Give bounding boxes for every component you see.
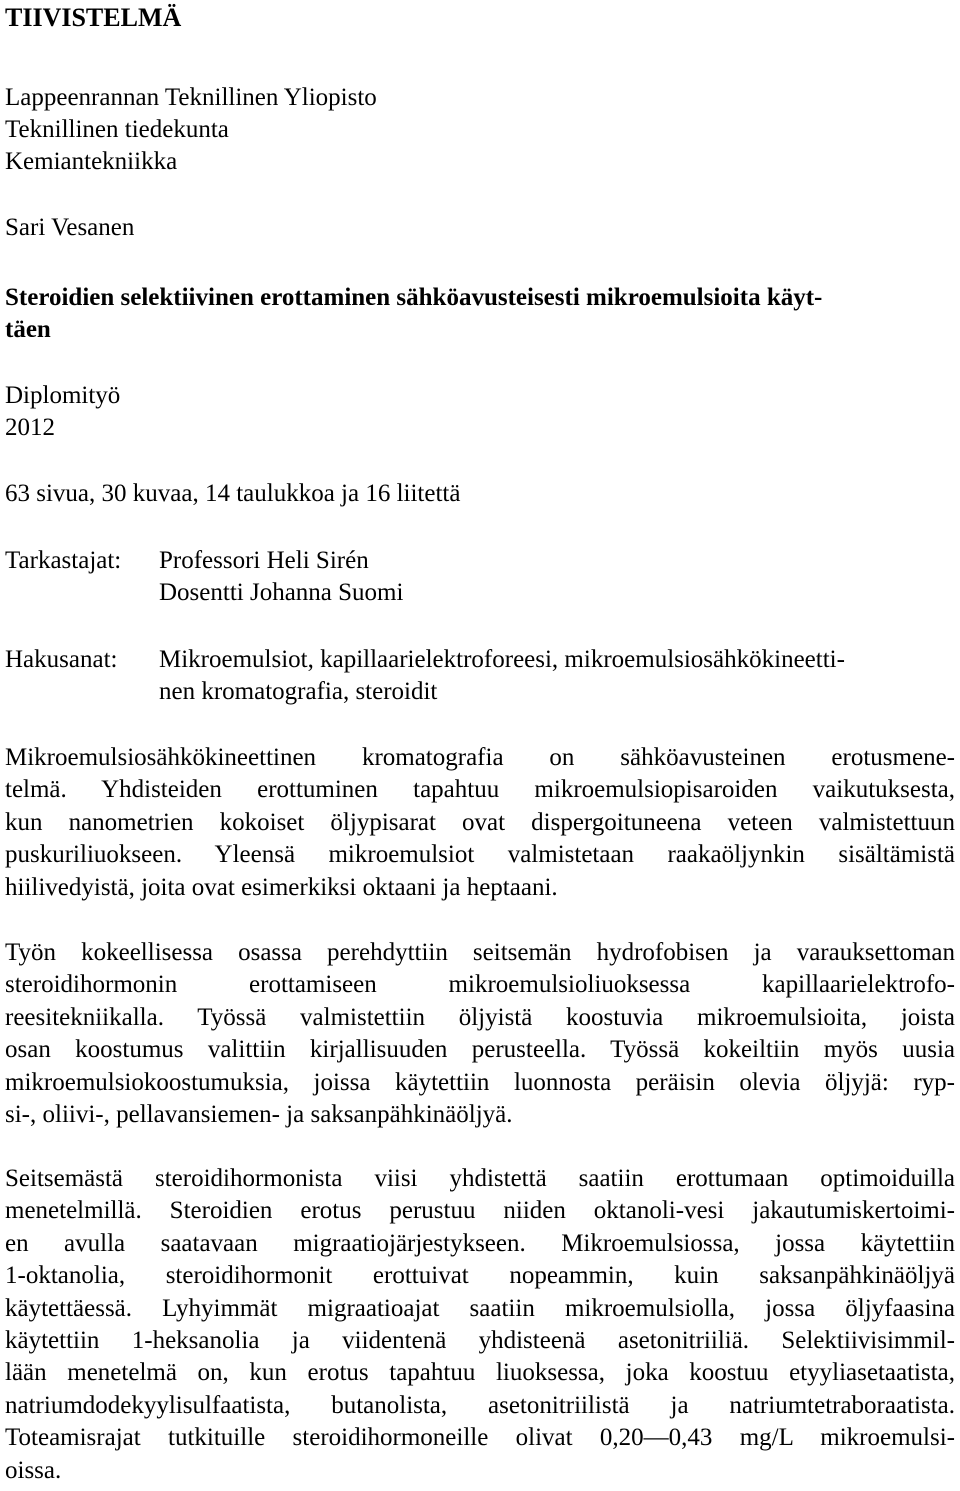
paragraph-3-line: käytettiin 1-heksanolia ja viidentenä yhdisteenä asetonitriiliä. Selektiivisimmil- bbox=[5, 1327, 955, 1355]
paragraph-1-line: telmä. Yhdisteiden erottuminen tapahtuu mikroemulsiopisaroiden vaikutuksesta, bbox=[5, 776, 955, 804]
thesis-title-line-2: täen bbox=[5, 316, 51, 343]
paragraph-2 bbox=[5, 937, 955, 1131]
thesis-title-line-1: Steroidien selektiivinen erottaminen sähköavusteisesti mikroemulsioita käyt- bbox=[5, 284, 823, 311]
paragraph-2-line: si-, oliivi-, pellavansiemen- ja saksanpähkinäöljyä. bbox=[5, 1101, 513, 1129]
paragraph-3-line: natriumdodekyylisulfaatista, butanolista, asetonitriilistä ja natriumtetraboraatista. bbox=[5, 1391, 955, 1419]
page-info: 63 sivua, 30 kuvaa, 14 taulukkoa ja 16 liitettä bbox=[5, 480, 461, 507]
examiner-2: Dosentti Johanna Suomi bbox=[159, 579, 404, 606]
department-name: Kemiantekniikka bbox=[5, 148, 178, 175]
university-name: Lappeenrannan Teknillinen Yliopisto bbox=[5, 84, 377, 111]
paragraph-3-line: käytettäessä. Lyhyimmät migraatioajat saatiin mikroemulsiolla, jossa öljyfaasina bbox=[5, 1294, 955, 1322]
thesis-year: 2012 bbox=[5, 414, 55, 441]
paragraph-1-line: puskuriliuokseen. Yleensä mikroemulsiot valmistetaan raakaöljynkin sisältämistä bbox=[5, 841, 955, 869]
paragraph-1-line: hiilivedyistä, joita ovat esimerkiksi oktaani ja heptaani. bbox=[5, 873, 558, 901]
paragraph-1-line: kun nanometrien kokoiset öljypisarat ovat dispergoituneena veteen valmistettuun bbox=[5, 808, 955, 836]
paragraph-2-line: steroidihormonin erottamiseen mikroemulsioliuoksessa kapillaarielektrofo- bbox=[5, 971, 955, 999]
paragraph-3-line: oissa. bbox=[5, 1456, 62, 1484]
paragraph-1 bbox=[5, 742, 955, 904]
examiner-1: Professori Heli Sirén bbox=[159, 547, 369, 574]
paragraph-3-line: 1-oktanolia, steroidihormonit erottuivat nopeammin, kuin saksanpähkinäöljyä bbox=[5, 1262, 955, 1290]
paragraph-2-line: reesitekniikalla. Työssä valmistettiin öljyistä koostuvia mikroemulsioita, joista bbox=[5, 1003, 955, 1031]
paragraph-1-line: Mikroemulsiosähkökineettinen kromatografia on sähköavusteinen erotusmene- bbox=[5, 744, 955, 771]
paragraph-3-line: menetelmillä. Steroidien erotus perustuu niiden oktanoli-vesi jakautumiskertoimi- bbox=[5, 1197, 955, 1225]
faculty-name: Teknillinen tiedekunta bbox=[5, 116, 229, 143]
paragraph-3-line: en avulla saatavaan migraatiojärjestykseen. Mikroemulsiossa, jossa käytettiin bbox=[5, 1229, 955, 1257]
thesis-type: Diplomityö bbox=[5, 382, 121, 409]
paragraph-2-line: mikroemulsiokoostumuksia, joissa käytettiin luonnosta peräisin olevia öljyjä: ryp- bbox=[5, 1068, 955, 1096]
paragraph-2-line: Työn kokeellisessa osassa perehdyttiin seitsemän hydrofobisen ja varauksettoman bbox=[5, 939, 955, 966]
keywords-line-1: Mikroemulsiot, kapillaarielektroforeesi, mikroemulsiosähkökineetti- bbox=[159, 646, 845, 673]
page-heading: TIIVISTELMÄ bbox=[5, 3, 182, 32]
paragraph-3-line: lään menetelmä on, kun erotus tapahtuu liuoksessa, joka koostuu etyyliasetaatista, bbox=[5, 1359, 955, 1387]
keywords-label: Hakusanat: bbox=[5, 646, 118, 673]
author-name: Sari Vesanen bbox=[5, 214, 135, 241]
paragraph-3 bbox=[5, 1163, 955, 1487]
paragraph-2-line: osan koostumus valittiin kirjallisuuden perusteella. Työssä kokeiltiin myös uusia bbox=[5, 1036, 955, 1064]
examiners-label: Tarkastajat: bbox=[5, 547, 122, 574]
paragraph-3-line: Toteamisrajat tutkituille steroidihormoneille olivat 0,20—0,43 mg/L mikroemulsi- bbox=[5, 1424, 955, 1452]
paragraph-3-line: Seitsemästä steroidihormonista viisi yhdistettä saatiin erottumaan optimoiduilla bbox=[5, 1165, 955, 1192]
keywords-line-2: nen kromatografia, steroidit bbox=[159, 678, 438, 705]
